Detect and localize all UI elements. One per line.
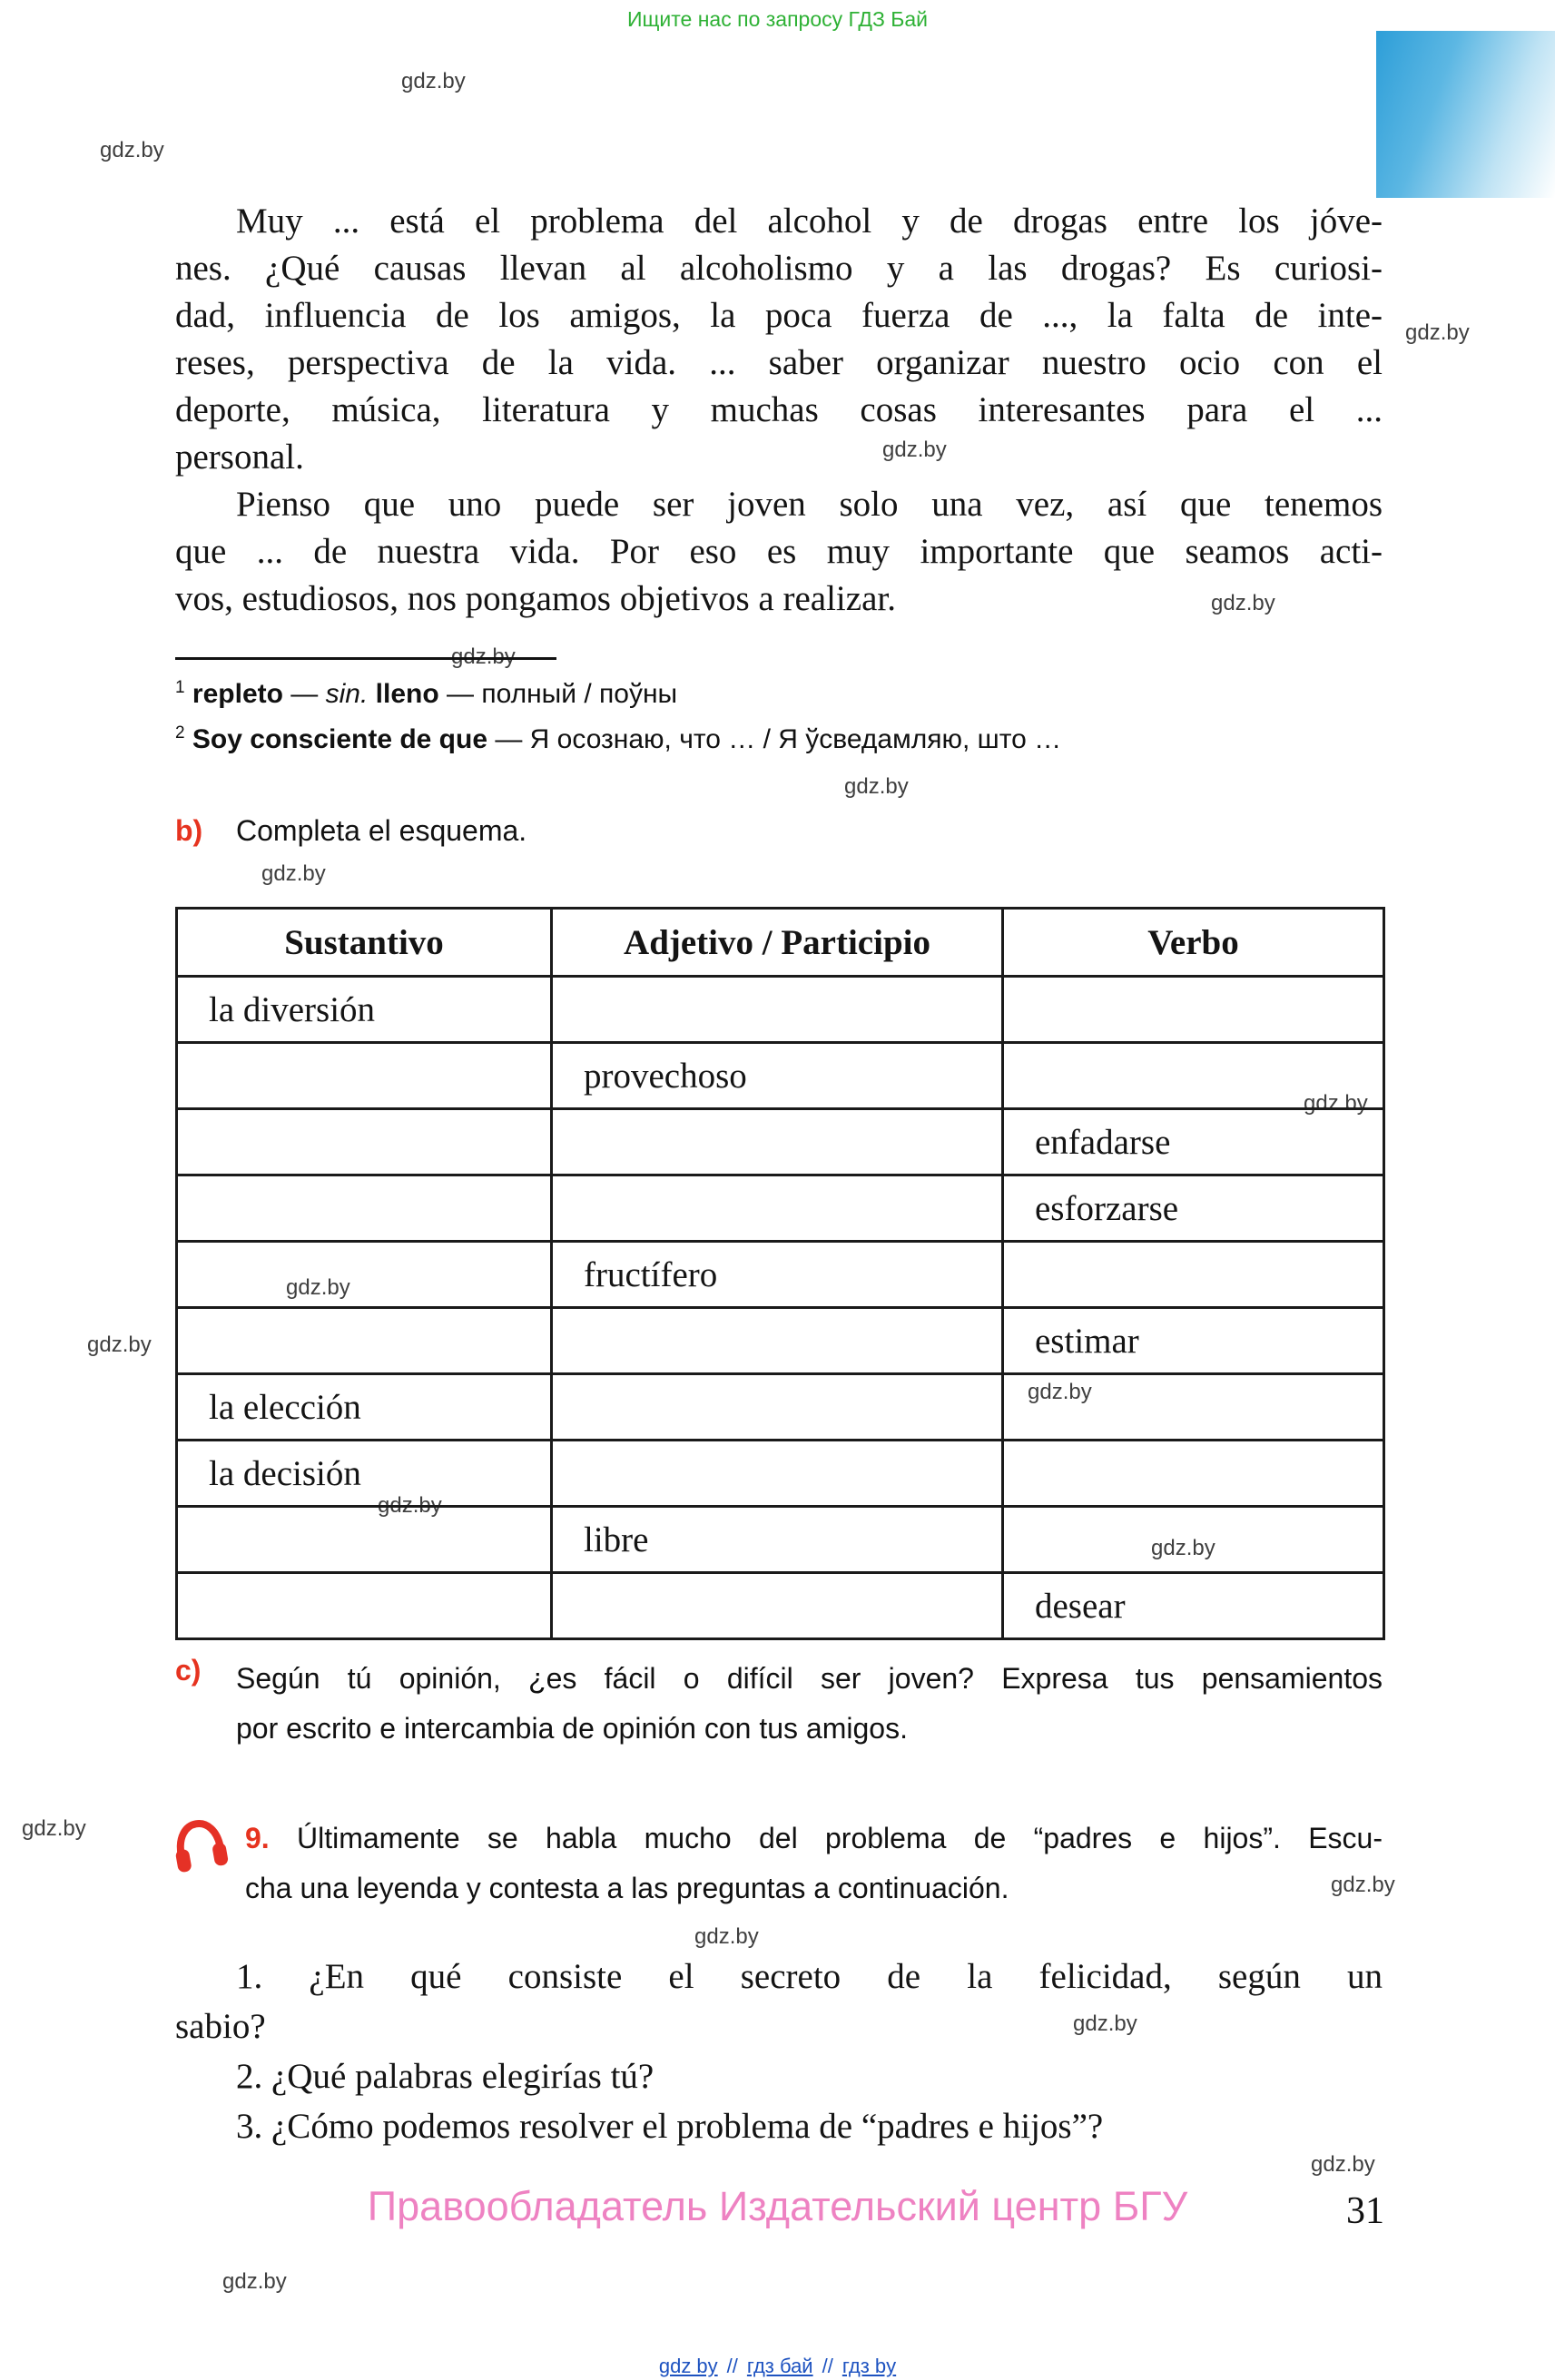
gdz-watermark: gdz.by [401, 69, 466, 93]
table-row [177, 1175, 1384, 1242]
table-cell: libre [552, 1507, 1003, 1573]
gdz-watermark: gdz.by [100, 138, 164, 162]
table-cell [177, 1242, 552, 1308]
site-search-hint: Ищите нас по запросу ГДЗ Бай [626, 7, 929, 31]
table-cell [552, 1308, 1003, 1374]
footer-link[interactable]: гдз бай [746, 2355, 813, 2377]
main-text-block [175, 198, 1383, 623]
table-row [177, 1507, 1384, 1573]
question-line: 2. ¿Qué palabras elegirías tú? [236, 2057, 654, 2096]
text-line: reses, perspectiva de la vida. ... saber organizar nuestro ocio con el [175, 343, 1383, 382]
footnote-marker: 1 [175, 678, 185, 697]
table-row [177, 1374, 1384, 1441]
copyright-text: Правообладатель Издательский центр БГУ [367, 2183, 1188, 2229]
decorative-corner-gradient [1376, 31, 1555, 198]
text-line: personal. [175, 438, 304, 477]
footer-link[interactable]: gdz by [658, 2355, 718, 2377]
table-header-row [177, 909, 1384, 977]
column-header-sustantivo: Sustantivo [177, 909, 552, 977]
footnote-term: Soy consciente de que [192, 724, 488, 754]
table-cell: enfadarse [1003, 1109, 1384, 1175]
table-cell: fructífero [552, 1242, 1003, 1308]
text-line: Muy ... está el problema del alcohol y de drogas entre los jóve- [236, 202, 1383, 241]
task-9-line: cha una leyenda y contesta a las preguntas a continuación. [245, 1872, 1009, 1904]
footer-links [0, 2355, 1555, 2378]
footnote-separator [175, 657, 556, 660]
footnote-synonym: lleno [375, 679, 439, 709]
table-cell [1003, 1507, 1384, 1573]
table-cell [177, 1175, 552, 1242]
questions-block [175, 1952, 1383, 2151]
table-row [177, 1441, 1384, 1507]
footnote-abbr: sin. [325, 679, 369, 709]
table-row [177, 977, 1384, 1043]
task-9-number: 9. [245, 1822, 270, 1854]
task-c-label: c) [175, 1654, 202, 1687]
gdz-watermark: gdz.by [1405, 320, 1470, 345]
gdz-watermark: gdz.by [1304, 1091, 1368, 1116]
footnote-dash: — [282, 679, 326, 709]
table-cell [177, 1043, 552, 1109]
table-cell: esforzarse [1003, 1175, 1384, 1242]
table-row [177, 1308, 1384, 1374]
column-header-adjetivo: Adjetivo / Participio [552, 909, 1003, 977]
gdz-watermark: gdz.by [1311, 2152, 1375, 2177]
gdz-watermark: gdz.by [22, 1816, 86, 1841]
table-cell: la diversión [177, 977, 552, 1043]
text-line: deporte, música, literatura y muchas cosas interesantes para el ... [175, 390, 1383, 429]
footnote-term: repleto [192, 679, 283, 709]
question-line: 3. ¿Cómo podemos resolver el problema de “padres e hijos”? [236, 2107, 1104, 2146]
task-b-text: Completa el esquema. [236, 814, 527, 847]
table-cell [177, 1507, 552, 1573]
footer-link-separator: // [822, 2355, 833, 2377]
gdz-watermark: gdz.by [286, 1275, 350, 1300]
gdz-watermark: gdz.by [1028, 1380, 1092, 1404]
text-line: Pienso que uno puede ser joven solo una vez, así que tenemos [236, 485, 1383, 524]
task-c-line: por escrito e intercambia de opinión con tus amigos. [236, 1712, 908, 1745]
footnotes-block [175, 672, 1383, 762]
table-cell [552, 1109, 1003, 1175]
table-cell [1003, 1242, 1384, 1308]
gdz-watermark: gdz.by [844, 774, 909, 799]
footer-link-separator: // [726, 2355, 738, 2377]
gdz-watermark: gdz.by [261, 861, 326, 886]
column-header-verbo: Verbo [1003, 909, 1384, 977]
table-cell: la elección [177, 1374, 552, 1441]
table-cell: desear [1003, 1573, 1384, 1639]
footnote-1 [175, 672, 1383, 717]
gdz-watermark: gdz.by [1073, 2011, 1137, 2036]
table-cell [552, 1175, 1003, 1242]
task-c-text [236, 1654, 1383, 1754]
text-line: que ... de nuestra vida. Por eso es muy importante que seamos acti- [175, 532, 1383, 571]
task-c-line: Según tú opinión, ¿es fácil o difícil ser joven? Expresa tus pensamientos [236, 1662, 1383, 1695]
table-cell: estimar [1003, 1308, 1384, 1374]
table-cell [1003, 1043, 1384, 1109]
question-line: sabio? [175, 2007, 266, 2046]
footnote-translation: — Я осознаю, что … / Я ўсведамляю, што … [487, 724, 1062, 754]
table-cell [1003, 977, 1384, 1043]
gdz-watermark: gdz.by [378, 1493, 442, 1518]
footer-link[interactable]: гдз by [841, 2355, 897, 2377]
table-row [177, 1043, 1384, 1109]
task-9-text [245, 1814, 1383, 1913]
table-cell: la decisión [177, 1441, 552, 1507]
footnote-translation: — полный / поўны [438, 679, 678, 709]
table-cell [177, 1109, 552, 1175]
gdz-watermark: gdz.by [1151, 1536, 1215, 1560]
gdz-watermark: gdz.by [222, 2269, 287, 2294]
table-cell: provechoso [552, 1043, 1003, 1109]
table-cell [1003, 1374, 1384, 1441]
task-9-line [245, 1814, 1383, 1864]
table-row [177, 1109, 1384, 1175]
table-cell [552, 1573, 1003, 1639]
gdz-watermark: gdz.by [882, 438, 947, 462]
table-cell [552, 1441, 1003, 1507]
table-row [177, 1573, 1384, 1639]
table-row [177, 1242, 1384, 1308]
footnote-marker: 2 [175, 723, 185, 743]
task-b-label: b) [175, 814, 203, 847]
vocabulary-table [175, 907, 1385, 1640]
task-9-line-text: Últimamente se habla mucho del problema de “padres e hijos”. Escu- [297, 1822, 1383, 1854]
table-cell [552, 1374, 1003, 1441]
table-cell [177, 1308, 552, 1374]
headphones-icon [162, 1805, 238, 1884]
gdz-watermark: gdz.by [87, 1333, 152, 1357]
question-line: 1. ¿En qué consiste el secreto de la felicidad, según un [236, 1957, 1383, 1996]
gdz-watermark: gdz.by [1331, 1873, 1395, 1897]
page-number: 31 [1346, 2190, 1384, 2232]
text-line: dad, influencia de los amigos, la poca fuerza de ..., la falta de inte- [175, 296, 1383, 335]
gdz-watermark: gdz.by [1211, 591, 1275, 615]
table-cell [552, 977, 1003, 1043]
table-cell [1003, 1441, 1384, 1507]
gdz-watermark: gdz.by [694, 1924, 759, 1949]
footnote-2 [175, 717, 1383, 762]
table-cell [177, 1573, 552, 1639]
text-line: vos, estudiosos, nos pongamos objetivos a realizar. [175, 579, 896, 618]
text-line: nes. ¿Qué causas llevan al alcoholismo y a las drogas? Es curiosi- [175, 249, 1383, 288]
